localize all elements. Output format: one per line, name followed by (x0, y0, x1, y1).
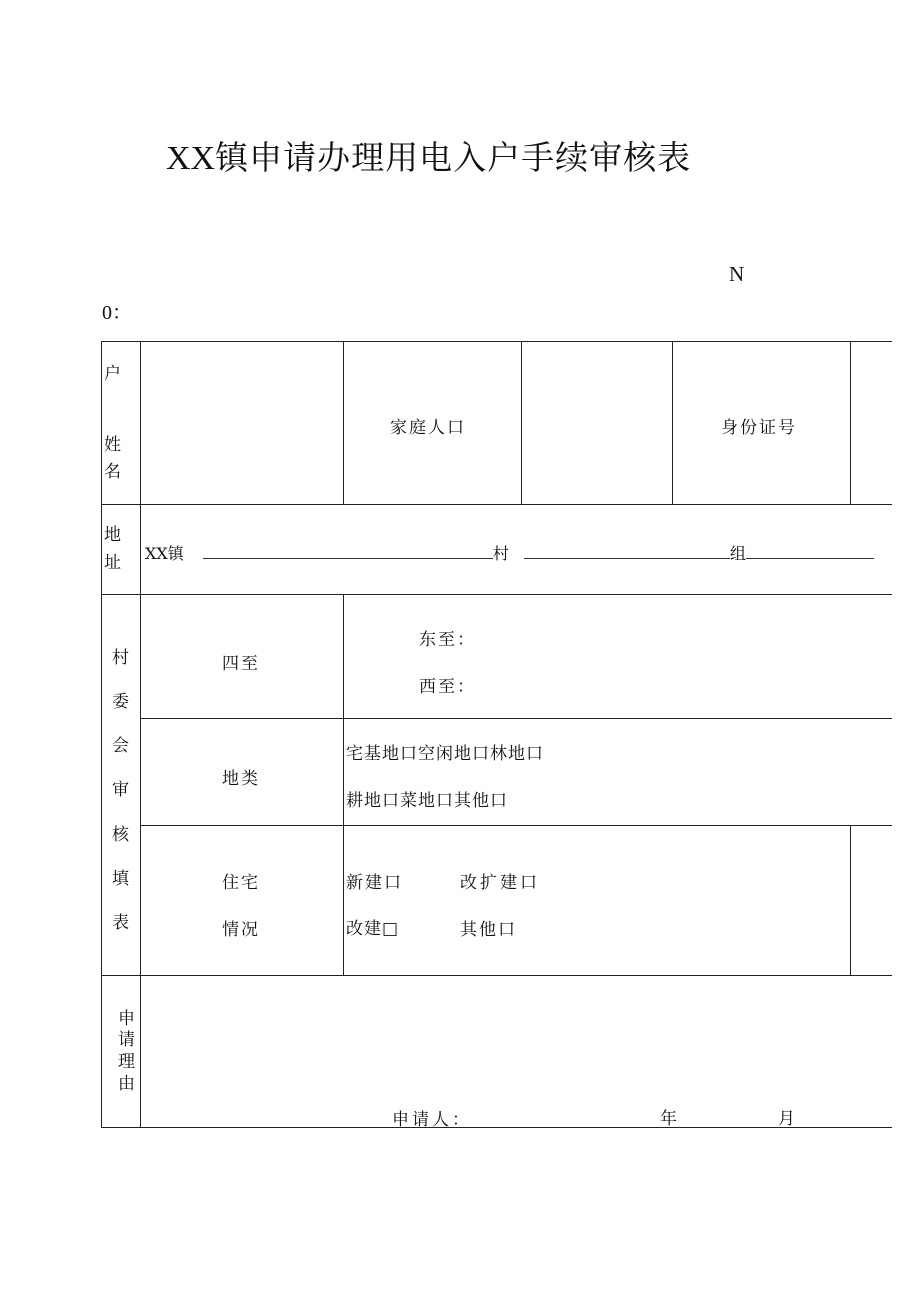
household-col-divider-2 (521, 341, 522, 505)
household-label-top: 户 (104, 364, 121, 384)
group-number-blank[interactable] (524, 544, 730, 559)
table-top-border (101, 341, 892, 342)
land-type-options-line1: 宅基地口空闲地口林地口 (346, 744, 544, 764)
committee-label-char-3: 会 (112, 736, 129, 756)
housing-col-divider (850, 825, 851, 976)
option-other: 其他口 (460, 920, 517, 940)
reason-label-char-3: 理 (118, 1052, 135, 1072)
number-label-n: N (729, 262, 745, 286)
id-number-label: 身份证号 (721, 418, 797, 438)
village-name-blank[interactable] (203, 544, 493, 559)
committee-label-char-1: 村 (112, 648, 129, 668)
group-label: 组 (730, 544, 747, 563)
committee-col-divider (343, 594, 344, 976)
reason-label-char-2: 请 (118, 1030, 135, 1050)
family-population-label: 家庭人口 (390, 418, 466, 438)
option-expand-build: 改扩建口 (460, 873, 540, 893)
address-line (145, 541, 874, 564)
table-left-border (101, 341, 102, 1128)
row-divider-committee (101, 975, 892, 976)
housing-label-2: 情况 (222, 920, 260, 940)
household-col-divider-1 (343, 341, 344, 505)
title-main: 镇申请办理用电入户手续审核表 (215, 138, 692, 177)
reason-label-char-1: 申 (118, 1009, 135, 1029)
land-type-label: 地类 (222, 769, 260, 789)
number-label-0: 0： (102, 302, 132, 324)
household-col-divider-4 (850, 341, 851, 505)
option-new-build: 新建口 (346, 873, 403, 893)
housing-label-1: 住宅 (222, 873, 260, 893)
household-label-name-1: 姓 (104, 435, 121, 455)
household-col-divider-3 (672, 341, 673, 505)
committee-label-char-5: 核 (112, 825, 129, 845)
applicant-label: 申请人： (392, 1110, 472, 1130)
address-extra-blank[interactable] (746, 544, 874, 559)
table-bottom-border (101, 1127, 892, 1128)
west-boundary-label: 西至： (419, 677, 476, 697)
east-boundary-label: 东至： (419, 630, 476, 650)
village-label: 村 (492, 544, 509, 563)
committee-label-char-2: 委 (112, 692, 129, 712)
land-type-options-line2: 耕地口菜地口其他口 (346, 791, 508, 811)
title-prefix: XX (166, 140, 216, 177)
household-label-name-2: 名 (104, 462, 121, 482)
committee-label-char-6: 填 (112, 869, 129, 889)
boundaries-label: 四至 (222, 654, 260, 674)
document-title (166, 132, 691, 179)
row-divider-address (101, 594, 892, 595)
address-label-1: 地 (104, 525, 121, 545)
option-rebuild: 改建□ (346, 919, 400, 939)
committee-label-char-4: 审 (112, 780, 129, 800)
committee-label-char-7: 表 (112, 913, 129, 933)
reason-label-char-4: 由 (118, 1074, 135, 1094)
row-divider-boundaries (140, 718, 892, 719)
label-column-divider (140, 341, 141, 1128)
month-label: 月 (778, 1109, 795, 1129)
address-label-2: 址 (104, 553, 121, 573)
town-prefix: XX镇 (145, 544, 184, 563)
row-divider-household (101, 504, 892, 505)
row-divider-land-type (140, 825, 892, 826)
year-label: 年 (660, 1109, 677, 1129)
